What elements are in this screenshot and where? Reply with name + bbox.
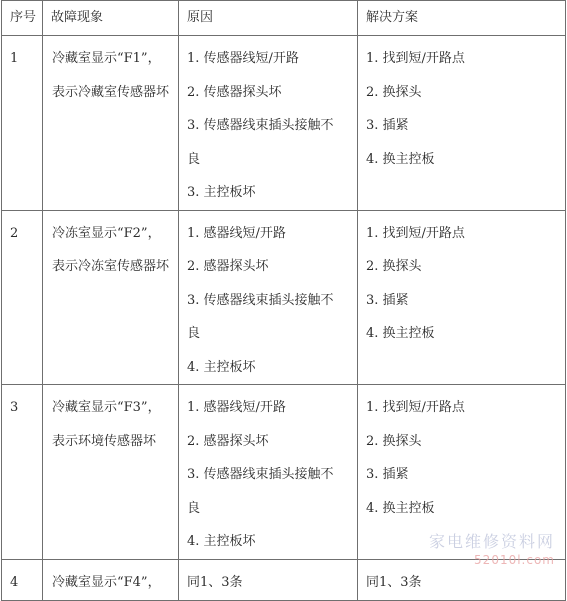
solution-line: 同1、3条	[366, 574, 422, 590]
solution-line: 1. 找到短/开路点	[366, 225, 465, 241]
header-row	[2, 1, 566, 36]
watermark-text: 家电维修资料网	[428, 532, 555, 551]
row-cause	[179, 36, 358, 211]
solution-line: 2. 换探头	[366, 84, 422, 100]
header-solution: 解决方案	[358, 1, 566, 36]
solution-line: 2. 换探头	[366, 259, 422, 274]
row-cause	[179, 559, 358, 600]
cause-line: 1. 感器线短/开路	[187, 400, 286, 415]
row-phenomenon: 冷藏室显示“F4”，	[43, 559, 179, 600]
row-cause	[179, 210, 358, 385]
header-phenomenon: 故障现象	[43, 1, 179, 36]
solution-line: 4. 换主控板	[366, 326, 435, 341]
cause-line: 4. 主控板坏	[187, 359, 256, 375]
cause-line: 4. 主控板坏	[187, 534, 256, 549]
cause-line: 3. 传感器线束插头接触不	[187, 467, 334, 482]
solution-line: 4. 换主控板	[366, 500, 435, 516]
watermark	[429, 533, 555, 569]
cause-line: 2. 传感器探头坏	[187, 84, 282, 100]
header-number: 序号	[2, 1, 43, 36]
cause-line: 3. 传感器线束插头接触不	[187, 292, 334, 308]
cause-line: 2. 感器探头坏	[187, 259, 269, 274]
cause-line: 良	[187, 326, 201, 341]
row-solution	[358, 36, 566, 211]
row-number: 2	[2, 210, 43, 385]
solution-line: 3. 插紧	[366, 118, 409, 133]
solution-line: 2. 换探头	[366, 433, 422, 449]
row-phenomenon: 冷冻室显示“F2”，表示冷冻室传感器坏	[43, 210, 179, 385]
solution-line: 3. 插紧	[366, 467, 409, 482]
watermark-site: 52010l.com	[474, 553, 555, 567]
cause-line: 1. 感器线短/开路	[187, 225, 286, 241]
fault-table	[1, 0, 566, 601]
cause-line: 3. 主控板坏	[187, 185, 256, 200]
row-number: 3	[2, 385, 43, 560]
row-phenomenon: 冷藏室显示“F1”，表示冷藏室传感器坏	[43, 36, 179, 211]
solution-line: 4. 换主控板	[366, 151, 435, 167]
cause-line: 3. 传感器线束插头接触不	[187, 118, 334, 133]
cause-line: 2. 感器探头坏	[187, 433, 269, 449]
row-number: 1	[2, 36, 43, 211]
cause-line: 同1、3条	[187, 574, 243, 590]
row-phenomenon: 冷藏室显示“F3”，表示环境传感器坏	[43, 385, 179, 560]
solution-line: 1. 找到短/开路点	[366, 400, 465, 415]
cause-line: 1. 传感器线短/开路	[187, 51, 299, 66]
table-row	[2, 36, 566, 211]
header-cause: 原因	[179, 1, 358, 36]
row-number: 4	[2, 559, 43, 600]
table-row	[2, 210, 566, 385]
row-cause	[179, 385, 358, 560]
row-solution	[358, 210, 566, 385]
solution-line: 3. 插紧	[366, 292, 409, 308]
cause-line: 良	[187, 500, 201, 516]
solution-line: 1. 找到短/开路点	[366, 51, 465, 66]
cause-line: 良	[187, 151, 201, 167]
